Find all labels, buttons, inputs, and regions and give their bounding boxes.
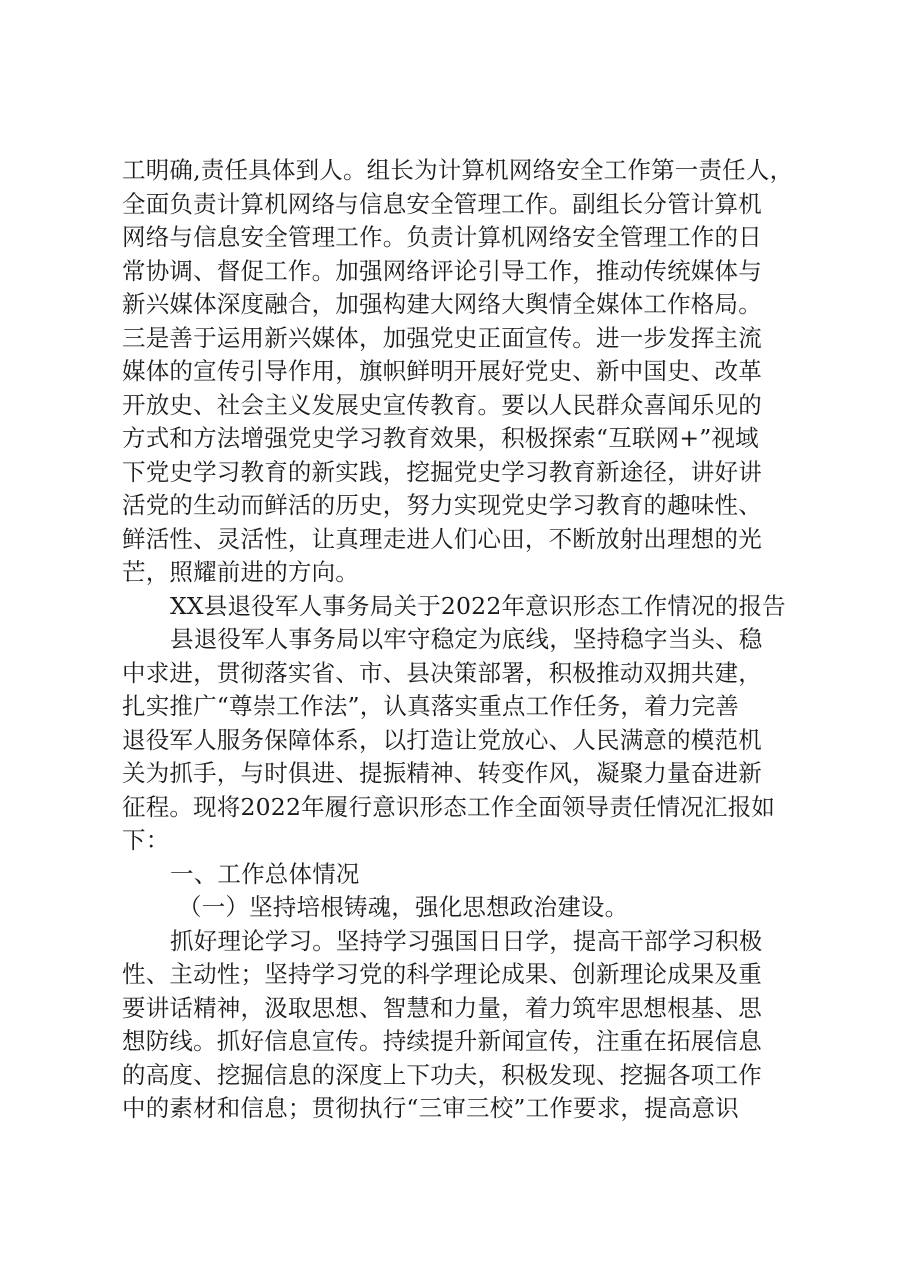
heading-level-2: （一）坚持培根铸魂，强化思想政治建设。 — [178, 893, 629, 921]
text-line: 工明确,责任具体到人。组长为计算机网络安全工作第一责任人， — [122, 156, 794, 184]
text-line: 关为抓手，与时俱进、提振精神、转变作风，凝聚力量奋进新 — [122, 759, 762, 787]
text-line: 下： — [122, 826, 170, 854]
text-line: 常协调、督促工作。加强网络评论引导工作，推动传统媒体与 — [122, 257, 762, 285]
text-line: 中求进，贯彻落实省、市、县决策部署，积极推动双拥共建， — [122, 659, 762, 687]
text-line: 下党史学习教育的新实践，挖掘党史学习教育新途径，讲好讲 — [122, 458, 762, 486]
text-line: 活党的生动而鲜活的历史，努力实现党史学习教育的趣味性、 — [122, 491, 762, 519]
text-line: 的高度、挖掘信息的深度上下功夫，积极发现、挖掘各项工作 — [122, 1061, 762, 1089]
text-line: 中的素材和信息；贯彻执行“三审三校”工作要求，提高意识 — [122, 1094, 739, 1122]
heading-level-1: 一、工作总体情况 — [170, 860, 360, 888]
text-line: 鲜活性、灵活性，让真理走进人们心田，不断放射出理想的光 — [122, 525, 762, 553]
text-line: 要讲话精神，汲取思想、智慧和力量，着力筑牢思想根基、思 — [122, 994, 762, 1022]
text-line: 开放史、社会主义发展史宣传教育。要以人民群众喜闻乐见的 — [122, 391, 762, 419]
text-line: 新兴媒体深度融合，加强构建大网络大舆情全媒体工作格局。 — [122, 290, 762, 318]
text-line: 县退役军人事务局以牢守稳定为底线，坚持稳字当头、稳 — [170, 625, 763, 653]
text-line: 芒，照耀前进的方向。 — [122, 558, 359, 586]
text-line: 方式和方法增强党史学习教育效果，积极探索“互联网+”视域 — [122, 424, 759, 452]
text-line: 性、主动性；坚持学习党的科学理论成果、创新理论成果及重 — [122, 960, 762, 988]
text-line: 扎实推广“尊崇工作法”，认真落实重点工作任务，着力完善 — [122, 692, 739, 720]
text-line: 想防线。抓好信息宣传。持续提升新闻宣传，注重在拓展信息 — [122, 1027, 762, 1055]
text-line: 媒体的宣传引导作用，旗帜鲜明开展好党史、新中国史、改革 — [122, 357, 762, 385]
text-line: 三是善于运用新兴媒体，加强党史正面宣传。进一步发挥主流 — [122, 324, 762, 352]
section-title: XX县退役军人事务局关于2022年意识形态工作情况的报告 — [170, 592, 786, 620]
text-line: 抓好理论学习。坚持学习强国日日学，提高干部学习积极 — [170, 927, 763, 955]
text-line: 退役军人服务保障体系，以打造让党放心、人民满意的模范机 — [122, 726, 762, 754]
text-line: 征程。现将2022年履行意识形态工作全面领导责任情况汇报如 — [122, 793, 776, 821]
text-line: 网络与信息安全管理工作。负责计算机网络安全管理工作的日 — [122, 223, 762, 251]
text-line: 全面负责计算机网络与信息安全管理工作。副组长分管计算机 — [122, 190, 762, 218]
